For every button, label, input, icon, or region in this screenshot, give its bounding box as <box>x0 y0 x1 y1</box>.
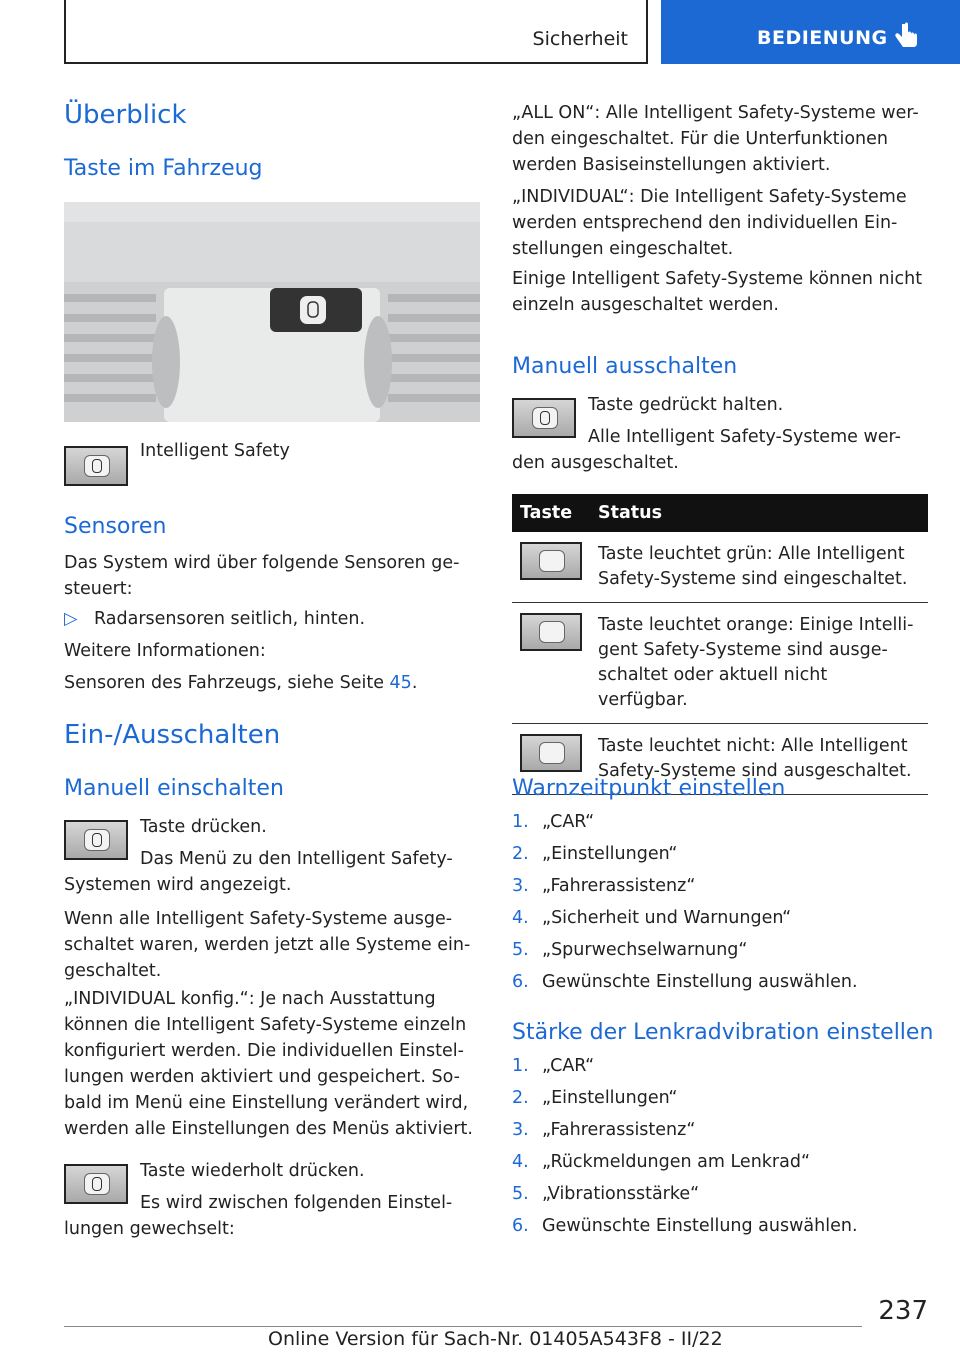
table-header-status: Status <box>590 494 928 532</box>
button-label: Intelligent Safety <box>140 441 290 461</box>
all-off-text: Wenn alle Intelligent Safety-Systeme ausge-schaltet waren, werden jetzt alle Systeme ein-geschaltet. <box>64 909 471 981</box>
list-item: 5. „Spurwechselwarnung“ <box>512 940 748 960</box>
table-row <box>512 603 928 724</box>
header-chapter-box <box>661 0 960 64</box>
heading-button-in-vehicle: Taste im Fahrzeug <box>64 156 263 181</box>
footer-online-version: Online Version für Sach-Nr. 01405A543F8 - II/22 <box>268 1328 723 1350</box>
list-item: 2. „Einstellungen“ <box>512 1088 678 1108</box>
chapter-title: BEDIENUNG <box>757 27 888 49</box>
some-not-off-text: Einige Intelligent Safety-Systeme können nicht einzeln ausgeschaltet werden. <box>512 269 923 315</box>
section-title: Sicherheit <box>532 28 628 50</box>
heading-warning-time: Warnzeitpunkt einstellen <box>512 776 786 801</box>
list-item: 1. „CAR“ <box>512 812 595 832</box>
hold-button: Taste gedrückt halten. <box>588 395 784 415</box>
list-item: 3. „Fahrerassistenz“ <box>512 876 696 896</box>
all-on-text: „ALL ON“: Alle Intelligent Safety-Systeme wer-den eingeschaltet. Für die Unterfunktionen werden Basiseinstellungen aktiviert. <box>512 103 919 175</box>
intelligent-safety-button-icon <box>520 542 582 580</box>
heading-sensors: Sensoren <box>64 514 167 539</box>
list-item: 6. Gewünschte Einstellung auswählen. <box>512 1216 858 1236</box>
individual-text: „INDIVIDUAL“: Die Intelligent Safety-Systeme werden entsprechend den individuellen Ein-stellungen eingeschaltet. <box>512 187 907 259</box>
status-table <box>512 494 928 795</box>
intelligent-safety-button-icon <box>520 613 582 651</box>
list-item: 3. „Fahrerassistenz“ <box>512 1120 696 1140</box>
more-info: Weitere Informationen: <box>64 641 266 661</box>
table-header-row <box>512 494 928 532</box>
page-link-45[interactable]: 45 <box>389 673 412 693</box>
sensors-intro: Das System wird über folgende Sensoren ge-steuert: <box>64 553 460 599</box>
list-item: 4. „Rückmeldungen am Lenkrad“ <box>512 1152 811 1172</box>
table-header-button: Taste <box>512 494 590 532</box>
switch-between: Es wird zwischen folgenden Einstel-lungen gewechselt: <box>64 1193 453 1239</box>
heading-manual-on: Manuell einschalten <box>64 776 284 801</box>
heading-on-off: Ein-/Ausschalten <box>64 720 281 750</box>
table-row <box>512 532 928 603</box>
vehicle-button-photo <box>64 202 480 422</box>
sensor-list-item: ▷ Radarsensoren seitlich, hinten. <box>64 606 474 632</box>
list-item: 5. „Vibrationsstärke“ <box>512 1184 700 1204</box>
individual-config: „INDIVIDUAL konfig.“: Je nach Ausstattung können die Intelligent Safety-Systeme einzeln konfiguriert werden. Die individuellen Einstel-lungen werden aktiviert und gespeichert. So-bald im Menü eine Einstellung verändert wird, werden alle Einstellungen des Menüs aktiviert. <box>64 989 473 1139</box>
heading-overview: Überblick <box>64 100 187 130</box>
intelligent-safety-button-icon <box>64 446 128 486</box>
heading-vibration: Stärke der Lenkradvibration einstellen <box>512 1020 934 1045</box>
all-off-text: Alle Intelligent Safety-Systeme wer-den ausgeschaltet. <box>512 427 901 473</box>
press-repeatedly: Taste wiederholt drücken. <box>140 1161 365 1181</box>
header-section-box <box>64 0 648 64</box>
vibration-steps-list <box>512 1056 858 1248</box>
footer-divider <box>64 1326 862 1327</box>
intelligent-safety-button-icon <box>520 734 582 772</box>
list-item: 6. Gewünschte Einstellung auswählen. <box>512 972 858 992</box>
list-item: 4. „Sicherheit und Warnungen“ <box>512 908 792 928</box>
list-item: 1. „CAR“ <box>512 1056 595 1076</box>
list-item: 2. „Einstellungen“ <box>512 844 678 864</box>
page-number: 237 <box>878 1296 928 1326</box>
pointing-hand-icon <box>893 22 919 50</box>
sensors-reference: Sensoren des Fahrzeugs, siehe Seite 45. <box>64 673 418 693</box>
table-cell-status: Taste leuchtet nicht: Alle Intelligent Safety-Systeme sind ausgeschaltet. <box>590 724 928 795</box>
table-cell-status: Taste leuchtet grün: Alle Intelligent Safety-Systeme sind eingeschaltet. <box>590 532 928 603</box>
warning-steps-list <box>512 812 858 1004</box>
press-button: Taste drücken. <box>140 817 267 837</box>
heading-manual-off: Manuell ausschalten <box>512 354 738 379</box>
triangle-bullet-icon: ▷ <box>64 609 78 629</box>
menu-shown: Das Menü zu den Intelligent Safety-Systemen wird angezeigt. <box>64 849 453 895</box>
table-cell-status: Taste leuchtet orange: Einige Intelli-gent Safety-Systeme sind ausge-schaltet oder aktuell nicht verfügbar. <box>590 603 928 724</box>
